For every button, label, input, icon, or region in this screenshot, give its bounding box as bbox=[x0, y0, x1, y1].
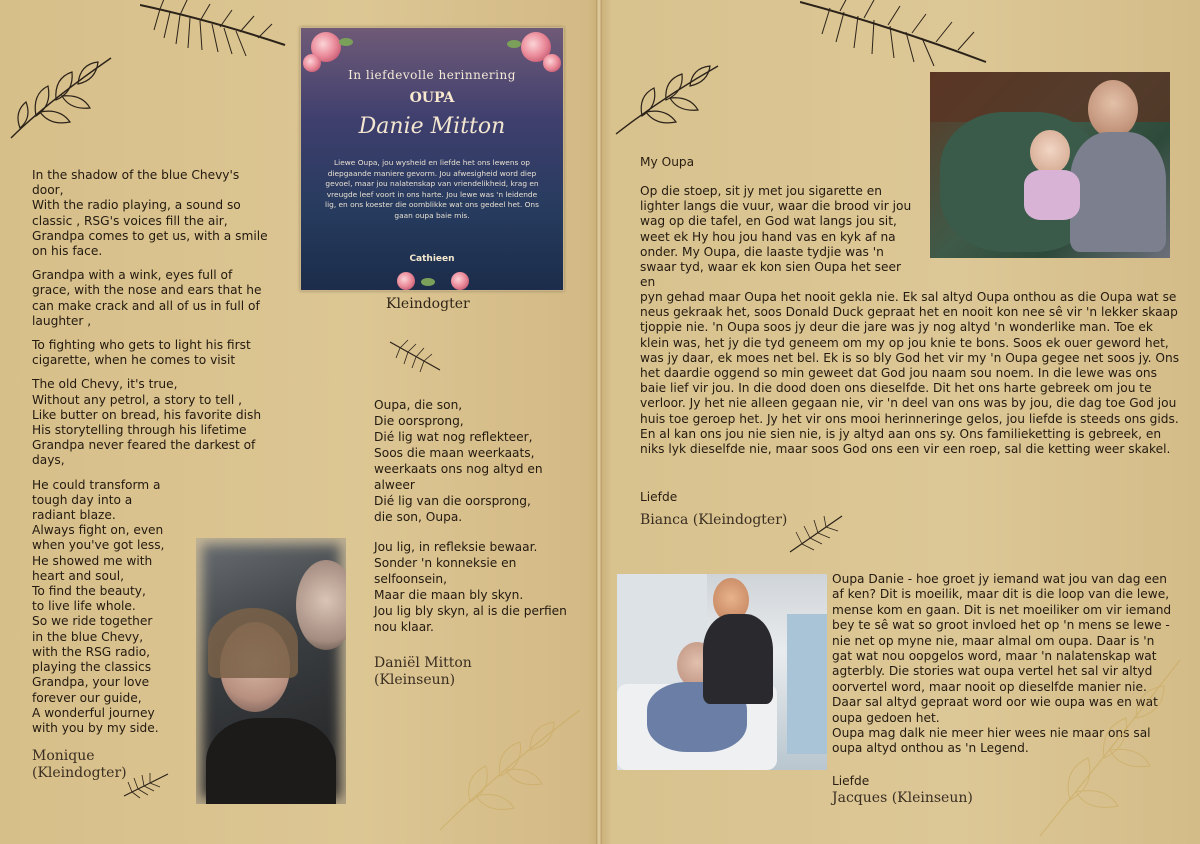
card-name-oupa: OUPA bbox=[409, 90, 455, 106]
card-title: In liefdevolle herinnering bbox=[348, 68, 516, 82]
leaf-icon bbox=[339, 38, 353, 46]
baby-clothing-shape bbox=[1024, 170, 1080, 220]
hair-shape bbox=[208, 608, 298, 678]
feather-icon bbox=[122, 770, 172, 800]
poem-stanza: Oupa, die son, Die oorsprong, Dié lig wat nog reflekteer, Soos die maan weerkaats, weerkaats ons nog altyd en alweer Dié lig van die oorsprong, die son, Oupa. bbox=[374, 398, 543, 524]
pine-branch-icon bbox=[800, 0, 990, 70]
tribute-paragraph-2: pyn gehad maar Oupa het nooit gekla nie. Ek sal altyd Oupa onthou as die Oupa wat se neus gekraak het, soos Donald Duck gepraat het en nooit kon nee sê vir 'n lekker skaap tjoppie nie. 'n Oupa soos jy deur die jare was jy nog altyd 'n wonderlike man. Toe ek klein was, het jy die tyd geneem om my op jou knie te bons. Soos ek ouer geword het, was jy daar, ek moes net bel. Ek is so bly God het vir my 'n Oupa gegee net soos jy. Ons het daardie oggend so min geweet dat God jou naam sou noem. In die lewe was ons baie lief vir jou. In die dood doen ons dieselfde. Dit het ons harte gebreek om jou te verloor. Jy het nie alleen gegaan nie, vir 'n deel van ons was by jou, die dag toe God jou huis toe geroep het. Jy het vir ons mooi herinneringe gelos, jou liefde is steeds ons gids. En al kan ons jou nie sien nie, is jy altyd aan ons sy. Ons familieketting is gebreek, en niks lyk dieselfde nie, maar soos God ons een vir een roep, sal die ketting weer skakel. bbox=[640, 290, 1180, 457]
signature-monique: Monique (Kleindogter) bbox=[32, 748, 127, 782]
signature-bianca: Bianca (Kleindogter) bbox=[640, 512, 788, 528]
leaf-icon bbox=[421, 278, 435, 286]
card-name-danie: Danie Mitton bbox=[358, 114, 506, 139]
poem-stanza: In the shadow of the blue Chevy's door, With the radio playing, a sound so classic , RSG's voices fill the air, Grandpa comes to get us, with a smile on his face. bbox=[32, 168, 268, 259]
clothing-shape bbox=[206, 718, 336, 804]
face-shape bbox=[1088, 80, 1138, 138]
photo-monique-with-oupa bbox=[196, 538, 346, 804]
card-message: Liewe Oupa, jou wysheid en liefde het ons lewens op diepgaande maniere gevorm. Jou afwesigheid word diep gevoel, maar jou nalatenskap van vriendelikheid, krag en vreugde leef voort in ons harte. Jou lewe was 'n leidende lig, en ons koester die oomblikke wat ons gedeel het. Ons gaan oupa baie mis. bbox=[325, 158, 539, 220]
poem-oupa-son bbox=[374, 397, 579, 689]
poem-stanza: To fighting who gets to light his first cigarette, when he comes to visit bbox=[32, 338, 251, 368]
tribute-paragraph-1: Op die stoep, sit jy met jou sigarette en lighter langs die vuur, waar die brood vir jou wag op die tafel, en God wat langs jou sit, weet ek Hy hou jou hand vas en kyk af na onder. My Oupa, die laaste tydjie was 'n swaar tyd, waar ek kon sien Oupa het seer en bbox=[640, 184, 912, 290]
memorial-card bbox=[300, 27, 564, 291]
feather-icon bbox=[788, 514, 844, 554]
signature-daniel: Daniël Mitton (Kleinseun) bbox=[374, 655, 472, 688]
poem-stanza: He could transform a tough day into a radiant blaze. Always fight on, even when you've got less, He showed me with heart and soul, To find the beauty, to live life whole. So we ride together in the blue Chevy, with the RSG radio, playing the classics Grandpa, your love forever our guide, A wonderful journey with you by my side. bbox=[32, 477, 165, 735]
botanical-outline-icon bbox=[1020, 640, 1190, 840]
signature-jacques: Jacques (Kleinseun) bbox=[832, 790, 973, 806]
card-caption: Kleindogter bbox=[386, 296, 470, 312]
rose-icon bbox=[451, 272, 469, 290]
tribute-paragraph-3-text: Oupa Danie - hoe groet jy iemand wat jou van dag een af ken? Dit is moeilik, maar dit is die loop van die lewe, mense kom en gaan. Dit is net moeiliker om vir iemand bey te sê wat so groot invloed het op 'n mens se lewe - nie net op myne nie, maar almal om oupa. Daar is 'n gat wat nou oopgelos word, maar 'n nalatenskap wat agterbly. Die stories wat oupa vertel het sal vir altyd oorvertel word, maar nooit op dieselfde manier nie. Daar sal altyd gepraat word oor wie oupa was en wat oupa gedoen het. Oupa mag dalk nie meer hier wees nie maar ons sal oupa altyd onthou as 'n Legend. bbox=[832, 572, 1172, 756]
branch-leaves-icon bbox=[6, 48, 116, 143]
curtain-shape bbox=[787, 614, 827, 754]
liefde-label: Liefde bbox=[832, 774, 870, 788]
clothing-shape bbox=[703, 614, 773, 704]
heading-my-oupa: My Oupa bbox=[640, 155, 695, 169]
poem-stanza: The old Chevy, it's true, Without any petrol, a story to tell , Like butter on bread, his favorite dish His storytelling through his lifetime Grandpa never feared the darkest of days, bbox=[32, 377, 262, 468]
rose-icon bbox=[397, 272, 415, 290]
poem-stanza: Jou lig, in refleksie bewaar. Sonder 'n konneksie en selfoonsein, Maar die maan bly skyn. Jou lig bly skyn, al is die perfien nou klaar. bbox=[374, 540, 567, 634]
right-page bbox=[600, 0, 1200, 844]
liefde-label: Liefde bbox=[640, 490, 678, 504]
pine-branch-icon bbox=[140, 0, 290, 60]
baby-face-shape bbox=[1030, 130, 1070, 174]
poem-stanza: Grandpa with a wink, eyes full of grace, with the nose and ears that he can make crack and all of us in full of laughter , bbox=[32, 268, 262, 328]
photo-jacques-with-oupa bbox=[617, 574, 827, 770]
botanical-outline-icon bbox=[430, 690, 590, 840]
card-author: Cathieen bbox=[409, 254, 455, 264]
clothing-shape bbox=[1070, 132, 1166, 252]
face-shape bbox=[296, 560, 346, 650]
feather-icon bbox=[388, 338, 444, 374]
branch-leaves-icon bbox=[612, 58, 722, 138]
leaf-icon bbox=[507, 40, 521, 48]
photo-oupa-with-baby bbox=[930, 72, 1170, 258]
left-page bbox=[0, 0, 598, 844]
